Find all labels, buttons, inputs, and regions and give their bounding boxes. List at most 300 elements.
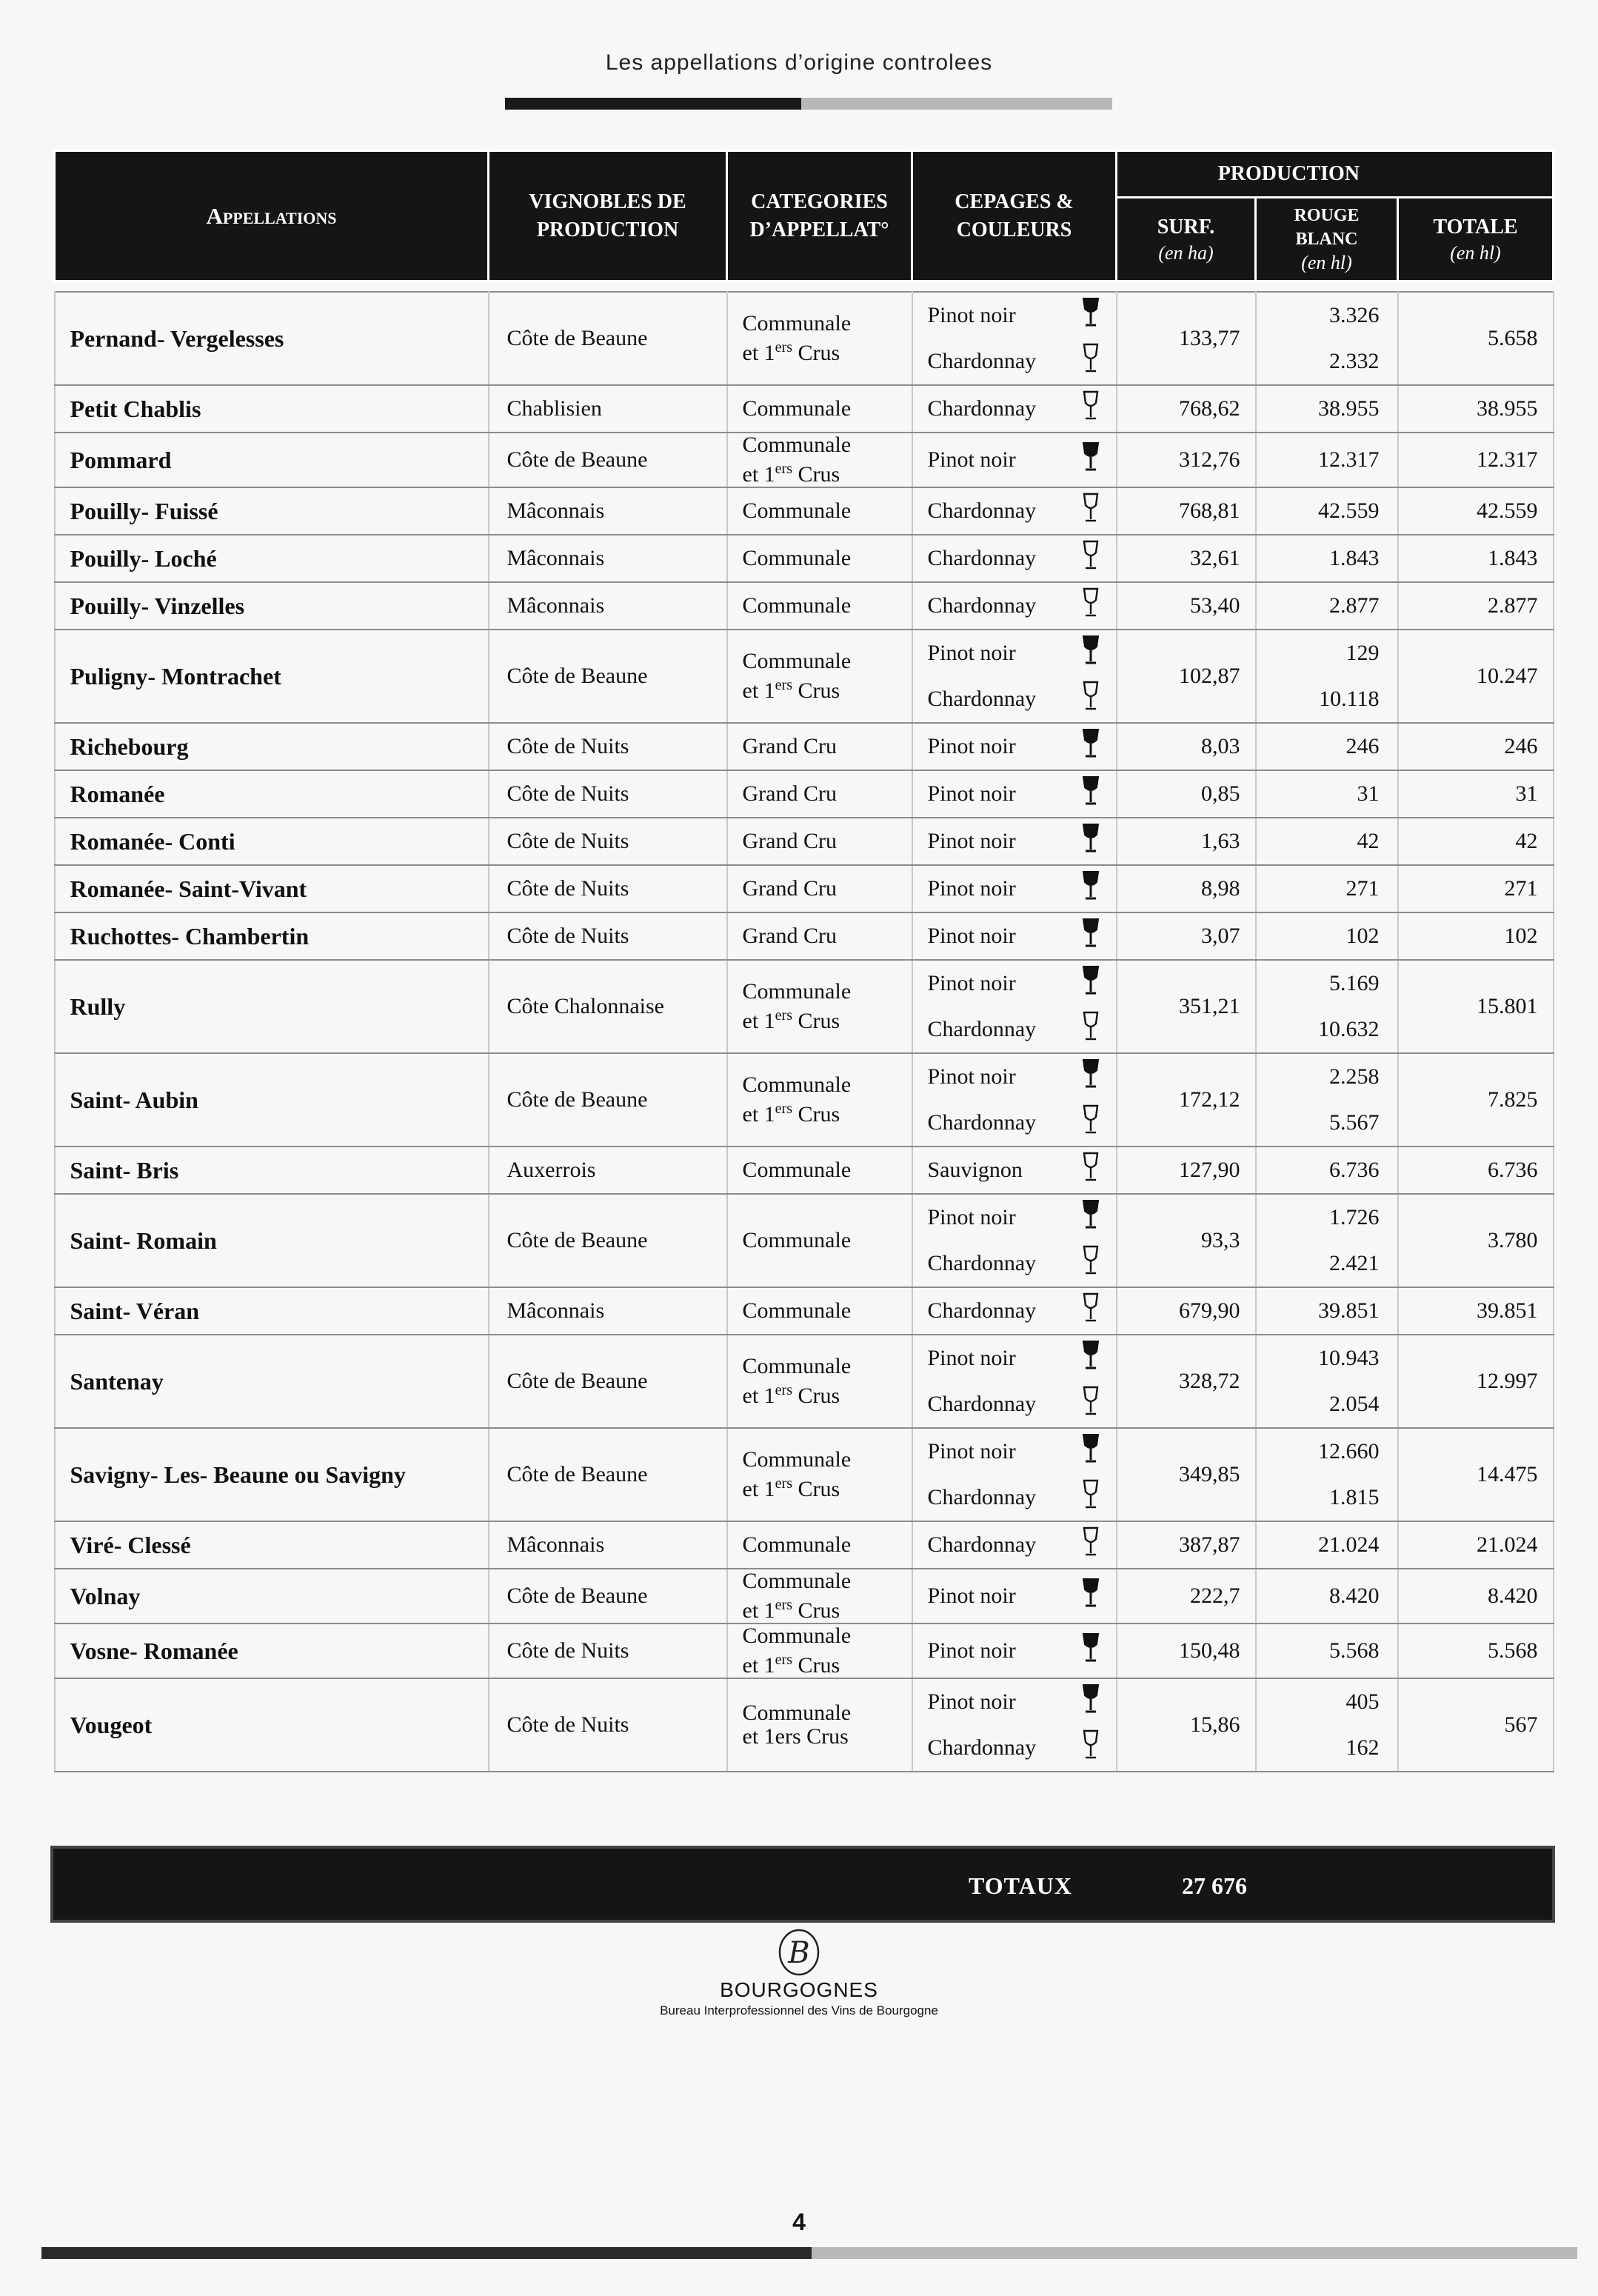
col-header-production: PRODUCTION <box>1117 151 1554 198</box>
total-value: 5.568 <box>1398 1623 1554 1678</box>
rouge-blanc-value: 39.851 <box>1318 1298 1380 1323</box>
total-value: 567 <box>1398 1678 1554 1772</box>
table-row <box>55 292 1554 385</box>
rouge-blanc-value: 2.877 <box>1329 593 1380 618</box>
grape-name: Pinot noir <box>927 1064 1016 1089</box>
logo-name: BOURGOGNES <box>720 1978 878 2001</box>
red-wine-glass-icon <box>1080 823 1101 861</box>
grape-line <box>913 1578 1116 1615</box>
white-wine-glass-icon <box>1080 343 1101 381</box>
cepages-cell <box>912 960 1117 1053</box>
grape-line <box>913 1292 1116 1330</box>
rouge-blanc-value: 42.559 <box>1318 498 1380 523</box>
rouge-blanc-values <box>1268 1195 1380 1287</box>
grape-line <box>913 441 1116 479</box>
red-wine-glass-icon <box>1080 1199 1101 1237</box>
surface-value: 351,21 <box>1117 960 1256 1053</box>
appellation-name: Saint- Romain <box>55 1194 489 1287</box>
surface-value: 8,03 <box>1117 723 1256 770</box>
rouge-blanc-values <box>1268 961 1380 1052</box>
rouge-blanc-cell <box>1256 292 1398 385</box>
grape-name: Pinot noir <box>927 303 1016 327</box>
cepages-cell <box>912 1428 1117 1521</box>
total-value: 15.801 <box>1398 960 1554 1053</box>
white-wine-glass-icon <box>1080 1011 1101 1049</box>
surface-value: 133,77 <box>1117 292 1256 385</box>
red-wine-glass-icon <box>1080 1433 1101 1471</box>
rouge-blanc-cell <box>1256 865 1398 912</box>
cepages-cell <box>912 1194 1117 1287</box>
grape-name: Pinot noir <box>927 1439 1016 1464</box>
grape-line <box>913 338 1116 384</box>
grape-line <box>913 390 1116 428</box>
category: Communale <box>727 385 912 433</box>
red-wine-glass-icon <box>1080 1632 1101 1670</box>
rouge-blanc-value: 6.736 <box>1329 1158 1380 1182</box>
grape-line <box>913 1241 1116 1287</box>
rouge-blanc-value: 8.420 <box>1329 1583 1380 1608</box>
table-row <box>55 960 1554 1053</box>
vignoble: Mâconnais <box>489 582 727 630</box>
rouge-blanc-cell <box>1256 1521 1398 1569</box>
vignoble: Côte de Beaune <box>489 630 727 723</box>
total-value: 5.658 <box>1398 292 1554 385</box>
header-bar-light <box>801 98 1112 110</box>
category: Grand Cru <box>727 818 912 865</box>
red-wine-glass-icon <box>1080 1683 1101 1721</box>
category: Communale <box>727 1521 912 1569</box>
rouge-blanc-cell <box>1256 535 1398 582</box>
rouge-blanc-value: 12.317 <box>1318 447 1380 472</box>
appellation-name: Vosne- Romanée <box>55 1623 489 1678</box>
rouge-blanc-value: 162 <box>1345 1735 1380 1760</box>
grape-line <box>913 961 1116 1007</box>
total-value: 12.997 <box>1398 1335 1554 1428</box>
grape-name: Pinot noir <box>927 1205 1016 1229</box>
rouge-blanc-values <box>1268 733 1380 760</box>
rouge-blanc-cell <box>1256 630 1398 723</box>
vignoble: Auxerrois <box>489 1147 727 1194</box>
rouge-blanc-values <box>1268 875 1380 902</box>
surface-value: 15,86 <box>1117 1678 1256 1772</box>
table-row <box>55 1053 1554 1147</box>
total-value: 8.420 <box>1398 1569 1554 1623</box>
surface-value: 93,3 <box>1117 1194 1256 1287</box>
page-number: 4 <box>792 2209 806 2235</box>
rouge-blanc-values <box>1268 1054 1380 1146</box>
footer-bar-light <box>812 2247 1577 2259</box>
rouge-blanc-values <box>1268 293 1380 384</box>
total-value: 6.736 <box>1398 1147 1554 1194</box>
grape-name: Chardonnay <box>927 546 1037 570</box>
table-row <box>55 865 1554 912</box>
rouge-blanc-values <box>1268 781 1380 807</box>
rouge-blanc-cell <box>1256 1623 1398 1678</box>
rouge-blanc-values <box>1268 447 1380 473</box>
vignoble: Côte de Nuits <box>489 1678 727 1772</box>
grape-line <box>913 676 1116 722</box>
vignoble: Mâconnais <box>489 1287 727 1335</box>
white-wine-glass-icon <box>1080 681 1101 718</box>
appellation-name: Pouilly- Vinzelles <box>55 582 489 630</box>
category: Communale <box>727 1147 912 1194</box>
category: Communale et 1ers Crus <box>727 630 912 723</box>
white-wine-glass-icon <box>1080 1104 1101 1142</box>
vignoble: Côte de Nuits <box>489 912 727 960</box>
category: Communale et 1ers Crus <box>727 292 912 385</box>
total-value: 3.780 <box>1398 1194 1554 1287</box>
totals-value: 27 676 <box>1182 1872 1247 1899</box>
col-header-totale: TOTALE (en hl) <box>1398 198 1554 281</box>
table-row <box>55 912 1554 960</box>
surface-value: 768,81 <box>1117 487 1256 535</box>
white-wine-glass-icon <box>1080 1152 1101 1189</box>
category: Communale <box>727 582 912 630</box>
cepages-cell <box>912 292 1117 385</box>
appellation-name: Romanée- Conti <box>55 818 489 865</box>
surface-value: 0,85 <box>1117 770 1256 818</box>
col-header-categories: CATEGORIES D’APPELLAT° <box>727 151 912 281</box>
vignoble: Mâconnais <box>489 1521 727 1569</box>
category: Grand Cru <box>727 912 912 960</box>
white-wine-glass-icon <box>1080 1479 1101 1517</box>
rouge-blanc-cell <box>1256 433 1398 487</box>
svg-text:B: B <box>788 1936 810 1970</box>
grape-name: Pinot noir <box>927 1346 1016 1370</box>
appellation-name: Pouilly- Loché <box>55 535 489 582</box>
red-wine-glass-icon <box>1080 635 1101 673</box>
appellation-name: Puligny- Montrachet <box>55 630 489 723</box>
surface-value: 1,63 <box>1117 818 1256 865</box>
table-row <box>55 630 1554 723</box>
grape-name: Pinot noir <box>927 1638 1016 1663</box>
rouge-blanc-cell <box>1256 385 1398 433</box>
grape-name: Pinot noir <box>927 971 1016 995</box>
category: Grand Cru <box>727 865 912 912</box>
col-header-cepages: CEPAGES & COULEURS <box>912 151 1117 281</box>
table-body <box>55 292 1554 1772</box>
table-row <box>55 1287 1554 1335</box>
appellation-name: Romanée <box>55 770 489 818</box>
appellation-name: Volnay <box>55 1569 489 1623</box>
appellation-name: Santenay <box>55 1335 489 1428</box>
grape-name: Pinot noir <box>927 924 1016 948</box>
vignoble: Chablisien <box>489 385 727 433</box>
category: Communale <box>727 487 912 535</box>
rouge-blanc-value: 2.258 <box>1329 1064 1380 1089</box>
total-value: 31 <box>1398 770 1554 818</box>
table-row <box>55 1428 1554 1521</box>
cepages-cell <box>912 1053 1117 1147</box>
grape-name: Chardonnay <box>927 1485 1037 1509</box>
grape-line <box>913 1632 1116 1670</box>
surface-value: 328,72 <box>1117 1335 1256 1428</box>
surface-value: 387,87 <box>1117 1521 1256 1569</box>
grape-name: Chardonnay <box>927 1532 1037 1557</box>
footer-bar-dark <box>41 2247 812 2259</box>
grape-line <box>913 775 1116 813</box>
grape-line <box>913 1335 1116 1381</box>
grape-name: Pinot noir <box>927 641 1016 665</box>
rouge-blanc-cell <box>1256 912 1398 960</box>
cepages-cell <box>912 723 1117 770</box>
white-wine-glass-icon <box>1080 1526 1101 1564</box>
rouge-blanc-value: 1.843 <box>1329 546 1380 570</box>
cepages-cell <box>912 630 1117 723</box>
rouge-blanc-value: 38.955 <box>1318 396 1380 421</box>
grape-name: Pinot noir <box>927 1583 1016 1608</box>
vignoble: Côte de Beaune <box>489 292 727 385</box>
grape-line <box>913 1429 1116 1475</box>
cepages-cell <box>912 1521 1117 1569</box>
cepages-cell <box>912 1147 1117 1194</box>
surface-value: 349,85 <box>1117 1428 1256 1521</box>
cepages-cell <box>912 912 1117 960</box>
rouge-blanc-values <box>1268 396 1380 422</box>
grape-line <box>913 1475 1116 1521</box>
total-value: 38.955 <box>1398 385 1554 433</box>
rouge-blanc-cell <box>1256 487 1398 535</box>
table-row <box>55 433 1554 487</box>
rouge-blanc-cell <box>1256 1194 1398 1287</box>
grape-line <box>913 540 1116 578</box>
grape-line <box>913 1725 1116 1771</box>
table-row <box>55 1147 1554 1194</box>
grape-name: Pinot noir <box>927 876 1016 901</box>
total-value: 14.475 <box>1398 1428 1554 1521</box>
rouge-blanc-values <box>1268 1532 1380 1558</box>
appellation-name: Richebourg <box>55 723 489 770</box>
table-row <box>55 770 1554 818</box>
white-wine-glass-icon <box>1080 587 1101 625</box>
appellation-name: Pouilly- Fuissé <box>55 487 489 535</box>
rouge-blanc-value: 10.118 <box>1319 687 1380 711</box>
table-row <box>55 1623 1554 1678</box>
red-wine-glass-icon <box>1080 1058 1101 1096</box>
grape-name: Chardonnay <box>927 396 1037 421</box>
appellation-name: Petit Chablis <box>55 385 489 433</box>
red-wine-glass-icon <box>1080 918 1101 955</box>
grape-name: Pinot noir <box>927 734 1016 758</box>
rouge-blanc-value: 21.024 <box>1318 1532 1380 1557</box>
rouge-blanc-values <box>1268 498 1380 524</box>
grape-name: Chardonnay <box>927 1017 1037 1041</box>
rouge-blanc-cell <box>1256 1569 1398 1623</box>
surface-value: 53,40 <box>1117 582 1256 630</box>
vignoble: Côte de Nuits <box>489 865 727 912</box>
cepages-cell <box>912 1335 1117 1428</box>
red-wine-glass-icon <box>1080 728 1101 766</box>
rouge-blanc-value: 12.660 <box>1318 1439 1380 1464</box>
vignoble: Côte de Beaune <box>489 1335 727 1428</box>
appellation-name: Viré- Clessé <box>55 1521 489 1569</box>
total-value: 271 <box>1398 865 1554 912</box>
rouge-blanc-cell <box>1256 1287 1398 1335</box>
red-wine-glass-icon <box>1080 870 1101 908</box>
vignoble: Côte de Nuits <box>489 723 727 770</box>
grape-line <box>913 1679 1116 1725</box>
total-value: 246 <box>1398 723 1554 770</box>
cepages-cell <box>912 582 1117 630</box>
rouge-blanc-cell <box>1256 582 1398 630</box>
grape-line <box>913 870 1116 908</box>
grape-name: Chardonnay <box>927 1298 1037 1323</box>
red-wine-glass-icon <box>1080 1340 1101 1378</box>
surface-value: 768,62 <box>1117 385 1256 433</box>
red-wine-glass-icon <box>1080 297 1101 335</box>
grape-name: Chardonnay <box>927 1251 1037 1275</box>
appellations-table <box>53 150 1554 1772</box>
grape-line <box>913 1381 1116 1427</box>
rouge-blanc-value: 5.568 <box>1329 1638 1380 1663</box>
rouge-blanc-values <box>1268 1429 1380 1521</box>
rouge-blanc-value: 271 <box>1345 876 1380 901</box>
appellation-name: Saint- Aubin <box>55 1053 489 1147</box>
vignoble: Mâconnais <box>489 535 727 582</box>
vignoble: Côte de Beaune <box>489 1428 727 1521</box>
cepages-cell <box>912 535 1117 582</box>
rouge-blanc-value: 2.054 <box>1329 1392 1380 1416</box>
rouge-blanc-value: 129 <box>1345 641 1380 665</box>
appellation-name: Ruchottes- Chambertin <box>55 912 489 960</box>
category: Communale et 1ers Crus <box>727 1428 912 1521</box>
surface-value: 150,48 <box>1117 1623 1256 1678</box>
rouge-blanc-value: 2.332 <box>1329 349 1380 373</box>
rouge-blanc-cell <box>1256 1147 1398 1194</box>
rouge-blanc-value: 3.326 <box>1329 303 1380 327</box>
rouge-blanc-value: 102 <box>1345 924 1380 948</box>
rouge-blanc-value: 5.169 <box>1329 971 1380 995</box>
surface-value: 222,7 <box>1117 1569 1256 1623</box>
rouge-blanc-value: 2.421 <box>1329 1251 1380 1275</box>
totals-bar <box>53 1849 1552 1920</box>
surface-value: 172,12 <box>1117 1053 1256 1147</box>
rouge-blanc-cell <box>1256 1335 1398 1428</box>
white-wine-glass-icon <box>1080 493 1101 530</box>
grape-line <box>913 1195 1116 1241</box>
grape-line <box>913 918 1116 955</box>
col-header-surf: SURF. (en ha) <box>1117 198 1256 281</box>
white-wine-glass-icon <box>1080 390 1101 428</box>
grape-line <box>913 1054 1116 1100</box>
cepages-cell <box>912 1678 1117 1772</box>
rouge-blanc-values <box>1268 1679 1380 1771</box>
rouge-blanc-value: 42 <box>1357 829 1380 853</box>
red-wine-glass-icon <box>1080 441 1101 479</box>
rouge-blanc-value: 1.726 <box>1329 1205 1380 1229</box>
category: Communale <box>727 1287 912 1335</box>
total-value: 10.247 <box>1398 630 1554 723</box>
white-wine-glass-icon <box>1080 1386 1101 1424</box>
grape-name: Pinot noir <box>927 1689 1016 1714</box>
cepages-cell <box>912 487 1117 535</box>
white-wine-glass-icon <box>1080 1245 1101 1283</box>
page-header-title: Les appellations d’origine controlees <box>605 50 993 75</box>
table-row <box>55 723 1554 770</box>
rouge-blanc-cell <box>1256 960 1398 1053</box>
grape-name: Pinot noir <box>927 447 1016 472</box>
rouge-blanc-cell <box>1256 1053 1398 1147</box>
grape-name: Pinot noir <box>927 781 1016 806</box>
grape-line <box>913 823 1116 861</box>
rouge-blanc-values <box>1268 1157 1380 1184</box>
rouge-blanc-values <box>1268 593 1380 619</box>
cepages-cell <box>912 865 1117 912</box>
table-row <box>55 1335 1554 1428</box>
grape-name: Chardonnay <box>927 687 1037 711</box>
grape-line <box>913 293 1116 338</box>
rouge-blanc-values <box>1268 545 1380 572</box>
total-value: 12.317 <box>1398 433 1554 487</box>
vignoble: Côte de Beaune <box>489 433 727 487</box>
grape-line <box>913 587 1116 625</box>
rouge-blanc-values <box>1268 630 1380 722</box>
vignoble: Côte de Beaune <box>489 1569 727 1623</box>
total-value: 42.559 <box>1398 487 1554 535</box>
total-value: 2.877 <box>1398 582 1554 630</box>
category: Grand Cru <box>727 770 912 818</box>
surface-value: 3,07 <box>1117 912 1256 960</box>
rouge-blanc-values <box>1268 1335 1380 1427</box>
category: Communale et 1ers Crus <box>727 960 912 1053</box>
bourgognes-logo <box>0 1926 1598 2018</box>
red-wine-glass-icon <box>1080 775 1101 813</box>
category: Communale et 1ers Crus <box>727 1569 912 1623</box>
logo-subtitle: Bureau Interprofessionnel des Vins de Bourgogne <box>660 2003 938 2018</box>
category: Communale et 1ers Crus <box>727 1053 912 1147</box>
bourgognes-logo-mark-icon <box>773 1926 825 1978</box>
rouge-blanc-value: 1.815 <box>1329 1485 1380 1509</box>
rouge-blanc-value: 246 <box>1345 734 1380 758</box>
cepages-cell <box>912 385 1117 433</box>
vignoble: Mâconnais <box>489 487 727 535</box>
surface-value: 32,61 <box>1117 535 1256 582</box>
cepages-cell <box>912 1623 1117 1678</box>
category: Communale et 1ers Crus <box>727 433 912 487</box>
rouge-blanc-cell <box>1256 723 1398 770</box>
surface-value: 679,90 <box>1117 1287 1256 1335</box>
appellation-name: Pommard <box>55 433 489 487</box>
col-header-rouge-blanc: ROUGE BLANC (en hl) <box>1256 198 1398 281</box>
appellation-name: Vougeot <box>55 1678 489 1772</box>
table-row <box>55 487 1554 535</box>
category: Grand Cru <box>727 723 912 770</box>
grape-line <box>913 1100 1116 1146</box>
totals-label: TOTAUX <box>969 1872 1072 1899</box>
cepages-cell <box>912 433 1117 487</box>
rouge-blanc-value: 10.943 <box>1318 1346 1380 1370</box>
grape-line <box>913 728 1116 766</box>
total-value: 7.825 <box>1398 1053 1554 1147</box>
grape-name: Pinot noir <box>927 829 1016 853</box>
vignoble: Côte de Beaune <box>489 1053 727 1147</box>
rouge-blanc-cell <box>1256 1428 1398 1521</box>
rouge-blanc-value: 5.567 <box>1329 1110 1380 1135</box>
cepages-cell <box>912 1287 1117 1335</box>
grape-name: Sauvignon <box>927 1158 1023 1182</box>
grape-name: Chardonnay <box>927 1110 1037 1135</box>
table-row <box>55 1678 1554 1772</box>
rouge-blanc-cell <box>1256 770 1398 818</box>
grape-name: Chardonnay <box>927 1735 1037 1760</box>
rouge-blanc-cell <box>1256 818 1398 865</box>
grape-line <box>913 1152 1116 1189</box>
grape-line <box>913 1007 1116 1052</box>
appellation-name: Romanée- Saint-Vivant <box>55 865 489 912</box>
appellation-name: Savigny- Les- Beaune ou Savigny <box>55 1428 489 1521</box>
grape-line <box>913 1526 1116 1564</box>
table-row <box>55 1521 1554 1569</box>
